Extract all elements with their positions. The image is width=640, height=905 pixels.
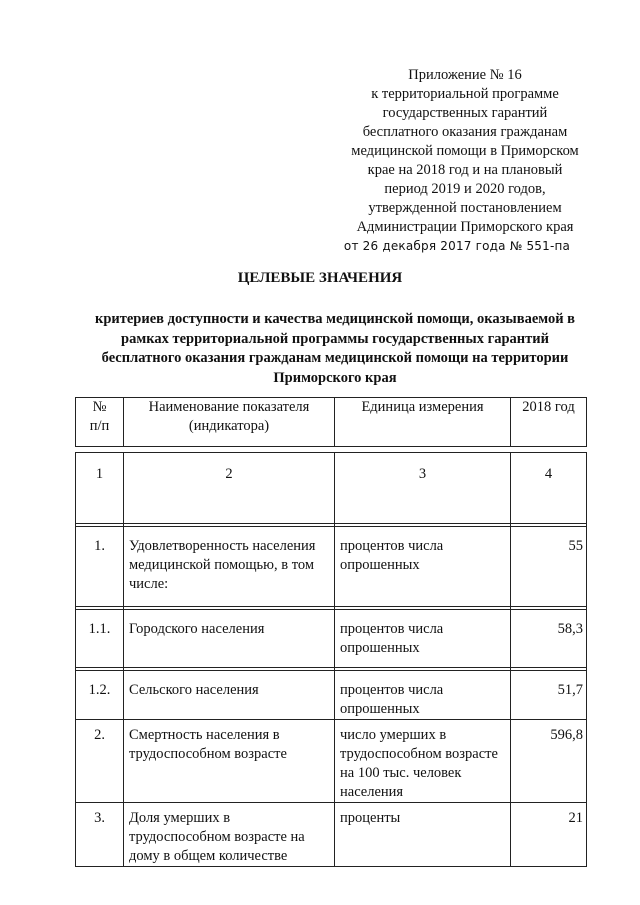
document-title: ЦЕЛЕВЫЕ ЗНАЧЕНИЯ	[237, 270, 403, 286]
row-indicator	[124, 527, 335, 607]
unit-line: процентов числа	[340, 538, 444, 554]
table-header	[75, 397, 587, 447]
unit-line: проценты	[340, 810, 401, 826]
header-num-line: п/п	[89, 418, 110, 434]
document-subtitle	[75, 310, 595, 388]
table-row	[76, 671, 587, 720]
indicator-line: трудоспособном возрасте на	[129, 829, 305, 845]
subtitle-line: Приморского края	[273, 369, 397, 386]
row-unit	[335, 720, 511, 803]
header-name-line: Наименование показателя	[148, 399, 310, 415]
indicator-line: Городского населения	[129, 621, 265, 637]
row-indicator	[124, 671, 335, 720]
table-row	[76, 610, 587, 668]
indicator-line: числе:	[129, 576, 169, 592]
subtitle-line: критериев доступности и качества медицинской помощи, оказываемой в	[94, 311, 576, 327]
unit-line: процентов числа	[340, 621, 444, 637]
row-value: 58,3	[511, 610, 587, 668]
unit-line: на 100 тыс. человек	[340, 765, 462, 781]
header-name-line: (индикатора)	[188, 418, 270, 434]
appendix-line: утвержденной постановлением	[368, 200, 562, 216]
subtitle-line: бесплатного оказания гражданам медицинской помощи на территории	[101, 350, 569, 366]
indicator-line: трудоспособном возрасте	[129, 746, 287, 762]
row-indicator	[124, 803, 335, 867]
indicator-line: Доля умерших в	[129, 810, 231, 826]
header-num	[76, 398, 124, 447]
indicator-line: дому в общем количестве	[129, 848, 288, 864]
appendix-line: к территориальной программе	[371, 86, 559, 102]
table-row	[76, 527, 587, 607]
resolution-date-number: от 26 декабря 2017 года № 551-па	[343, 239, 571, 253]
indicator-line: Смертность населения в	[129, 727, 280, 743]
header-num-line: №	[92, 399, 107, 415]
row-value: 51,7	[511, 671, 587, 720]
table-row	[76, 720, 587, 803]
row-number: 1.2.	[76, 671, 124, 720]
unit-line: число умерших в	[340, 727, 447, 743]
row-number: 1.1.	[76, 610, 124, 668]
row-unit	[335, 803, 511, 867]
row-unit	[335, 527, 511, 607]
unit-line: опрошенных	[340, 640, 420, 656]
indicator-line: Удовлетворенность населения	[129, 538, 316, 554]
column-number: 3	[335, 453, 511, 524]
row-number: 1.	[76, 527, 124, 607]
header-unit: Единица измерения	[335, 398, 511, 447]
unit-line: населения	[340, 784, 404, 800]
appendix-line: период 2019 и 2020 годов,	[384, 181, 546, 197]
row-value: 596,8	[511, 720, 587, 803]
appendix-line: Приложение № 16	[408, 67, 522, 83]
indicator-line: медицинской помощью, в том	[129, 557, 315, 573]
row-unit	[335, 671, 511, 720]
row-indicator	[124, 610, 335, 668]
column-number: 1	[76, 453, 124, 524]
row-number: 3.	[76, 803, 124, 867]
indicator-line: Сельского населения	[129, 682, 259, 698]
header-name	[124, 398, 335, 447]
subtitle-line: рамках территориальной программы государственных гарантий	[121, 330, 549, 347]
unit-line: опрошенных	[340, 557, 420, 573]
appendix-line: медицинской помощи в Приморском	[351, 143, 579, 159]
column-number: 4	[511, 453, 587, 524]
row-indicator	[124, 720, 335, 803]
unit-line: процентов числа	[340, 682, 444, 698]
row-number: 2.	[76, 720, 124, 803]
appendix-line: бесплатного оказания гражданам	[362, 124, 568, 140]
row-value: 21	[511, 803, 587, 867]
table-row	[76, 803, 587, 867]
indicators-table	[75, 452, 587, 867]
appendix-line: крае на 2018 год и на плановый	[367, 162, 563, 178]
unit-line: трудоспособном возрасте	[340, 746, 498, 762]
appendix-line: государственных гарантий	[382, 105, 548, 121]
header-year: 2018 год	[511, 398, 587, 447]
appendix-line: Администрации Приморского края	[356, 219, 574, 235]
unit-line: опрошенных	[340, 701, 420, 717]
row-value: 55	[511, 527, 587, 607]
row-unit	[335, 610, 511, 668]
column-numbers-row	[76, 453, 587, 524]
column-number: 2	[124, 453, 335, 524]
appendix-block	[330, 66, 600, 256]
